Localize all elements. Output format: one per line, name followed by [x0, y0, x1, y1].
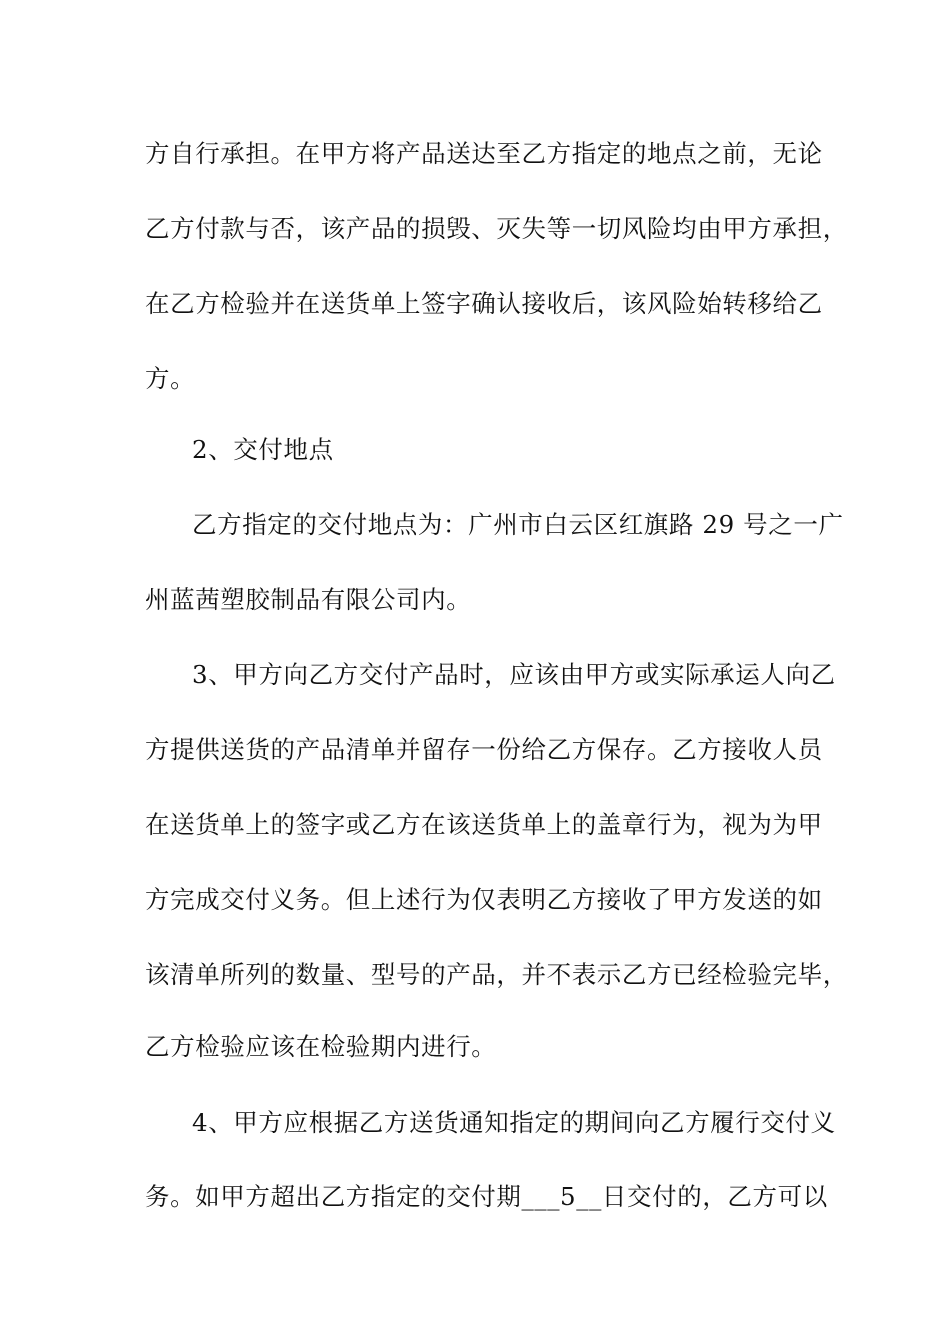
paragraph-line: 在送货单上的签字或乙方在该送货单上的盖章行为，视为为甲	[145, 810, 823, 839]
paragraph-line: 方自行承担。在甲方将产品送达至乙方指定的地点之前，无论	[145, 139, 823, 168]
paragraph-line: 方。	[145, 364, 196, 393]
paragraph-line: 方完成交付义务。但上述行为仅表明乙方接收了甲方发送的如	[145, 885, 823, 914]
paragraph-line: 方提供送货的产品清单并留存一份给乙方保存。乙方接收人员	[145, 735, 823, 764]
section-heading: 2、交付地点	[192, 435, 334, 464]
paragraph-line: 乙方付款与否，该产品的损毁、灭失等一切风险均由甲方承担，	[145, 214, 848, 243]
paragraph-line: 乙方检验应该在检验期内进行。	[145, 1032, 497, 1061]
paragraph-line: 务。如甲方超出乙方指定的交付期___5__日交付的，乙方可以	[145, 1182, 828, 1211]
paragraph-line: 4、甲方应根据乙方送货通知指定的期间向乙方履行交付义	[192, 1108, 836, 1137]
paragraph-line: 在乙方检验并在送货单上签字确认接收后，该风险始转移给乙	[145, 289, 823, 318]
paragraph-line: 3、甲方向乙方交付产品时，应该由甲方或实际承运人向乙	[192, 660, 836, 689]
paragraph-line: 该清单所列的数量、型号的产品，并不表示乙方已经检验完毕，	[145, 960, 848, 989]
paragraph-line: 乙方指定的交付地点为：广州市白云区红旗路 29 号之一广	[192, 510, 844, 539]
paragraph-line: 州蓝茜塑胶制品有限公司内。	[145, 585, 472, 614]
